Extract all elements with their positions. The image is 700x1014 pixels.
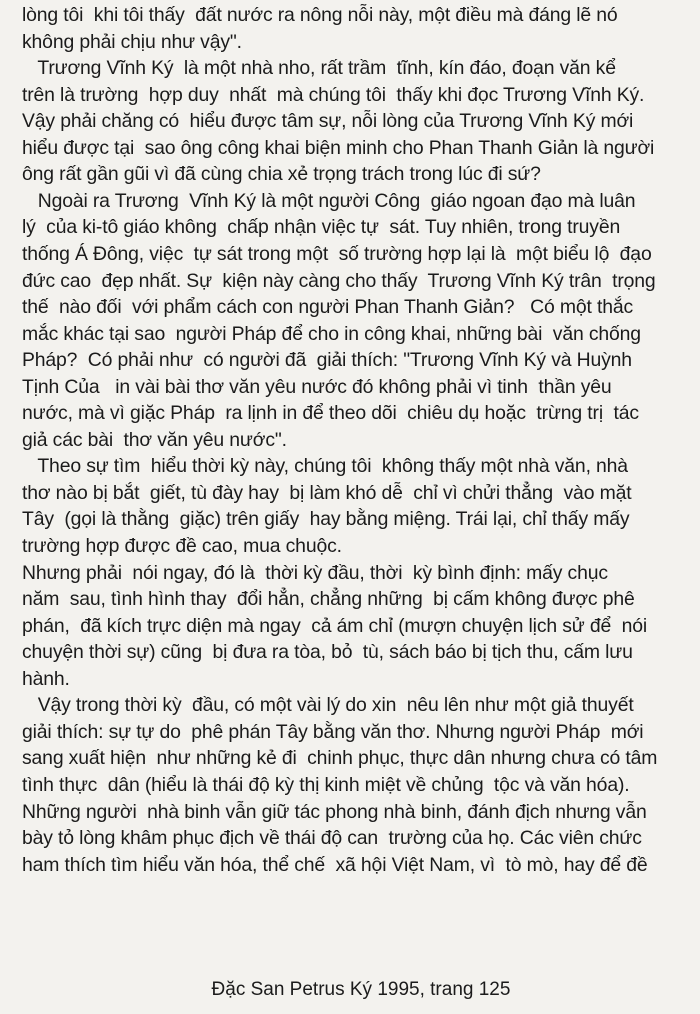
text-line: Vậy phải chăng có hiểu được tâm sự, nỗi lòng của Trương Vĩnh Ký mới — [22, 110, 634, 133]
text-line: tình thực dân (hiểu là thái độ kỳ thị kinh miệt về chủng tộc và văn hóa). — [22, 773, 630, 796]
text-line: ông rất gần gũi vì đã cùng chia xẻ trọng trách trong lúc đi sứ? — [22, 163, 541, 186]
text-line: Vậy trong thời kỳ đầu, có một vài lý do xin nêu lên như một giả thuyết — [22, 694, 634, 717]
text-line: hiểu được tại sao ông công khai biện minh cho Phan Thanh Giản là người — [22, 136, 655, 159]
text-line: hành. — [22, 667, 70, 690]
text-line: Tịnh Của in vài bài thơ văn yêu nước đó không phải vì tinh thần yêu — [22, 375, 612, 398]
text-line: Ngoài ra Trương Vĩnh Ký là một người Công giáo ngoan đạo mà luân — [22, 189, 636, 212]
text-line: bày tỏ lòng khâm phục địch về thái độ can trường của họ. Các viên chức — [22, 827, 642, 850]
text-line: ham thích tìm hiểu văn hóa, thể chế xã hội Việt Nam, vì tò mò, hay để đề — [22, 853, 648, 876]
text-line: giải thích: sự tự do phê phán Tây bằng văn thơ. Nhưng người Pháp mới — [22, 720, 644, 743]
text-line: Theo sự tìm hiểu thời kỳ này, chúng tôi không thấy một nhà văn, nhà — [22, 455, 628, 478]
text-line: mắc khác tại sao người Pháp để cho in công khai, những bài văn chống — [22, 322, 641, 345]
text-line: Nhưng phải nói ngay, đó là thời kỳ đầu, thời kỳ bình định: mấy chục — [22, 561, 608, 584]
text-line: phán, đã kích trực diện mà ngay cả ám chỉ (mượn chuyện lịch sử để nói — [22, 614, 648, 637]
text-line: thế nào đối với phẩm cách con người Phan Thanh Giản? Có một thắc — [22, 296, 634, 319]
text-line: trên là trường hợp duy nhất mà chúng tôi thấy khi đọc Trương Vĩnh Ký. — [22, 83, 645, 106]
text-line: Pháp? Có phải như có người đã giải thích: "Trương Vĩnh Ký và Huỳnh — [22, 349, 632, 372]
text-line: sang xuất hiện như những kẻ đi chinh phục, thực dân nhưng chưa có tâm — [22, 747, 658, 770]
text-line: không phải chịu như vậy". — [22, 30, 242, 53]
text-line: nước, mà vì giặc Pháp ra lịnh in để theo dõi chiêu dụ hoặc trừng trị tác — [22, 402, 639, 425]
text-line: giả các bài thơ văn yêu nước". — [22, 428, 287, 451]
text-line: chuyện thời sự) cũng bị đưa ra tòa, bỏ tù, sách báo bị tịch thu, cấm lưu — [22, 641, 633, 664]
text-line: năm sau, tình hình thay đổi hẳn, chẳng những bị cấm không được phê — [22, 588, 635, 611]
text-line: đức cao đẹp nhất. Sự kiện này càng cho thấy Trương Vĩnh Ký trân trọng — [22, 269, 656, 292]
text-line: Những người nhà binh vẫn giữ tác phong nhà binh, đánh địch nhưng vẫn — [22, 800, 647, 823]
text-line: trường hợp được đề cao, mua chuộc. — [22, 535, 342, 557]
text-line: thơ nào bị bắt giết, tù đày hay bị làm khó dễ chỉ vì chửi thẳng vào mặt — [22, 481, 632, 504]
text-line: thống Á Đông, việc tự sát trong một số trường hợp lại là một biểu lộ đạo — [22, 242, 652, 265]
text-line: Tây (gọi là thằng giặc) trên giấy hay bằng miệng. Trái lại, chỉ thấy mấy — [22, 508, 630, 531]
text-line: lý của ki-tô giáo không chấp nhận việc tự sát. Tuy nhiên, trong truyền — [22, 216, 621, 239]
text-line: Trương Vĩnh Ký là một nhà nho, rất trầm tĩnh, kín đáo, đoạn văn kể — [22, 57, 616, 80]
page-footer: Đặc San Petrus Ký 1995, trang 125 — [211, 979, 511, 1000]
text-line: lòng tôi khi tôi thấy đất nước ra nông nỗi này, một điều mà đáng lẽ nó — [22, 4, 618, 26]
